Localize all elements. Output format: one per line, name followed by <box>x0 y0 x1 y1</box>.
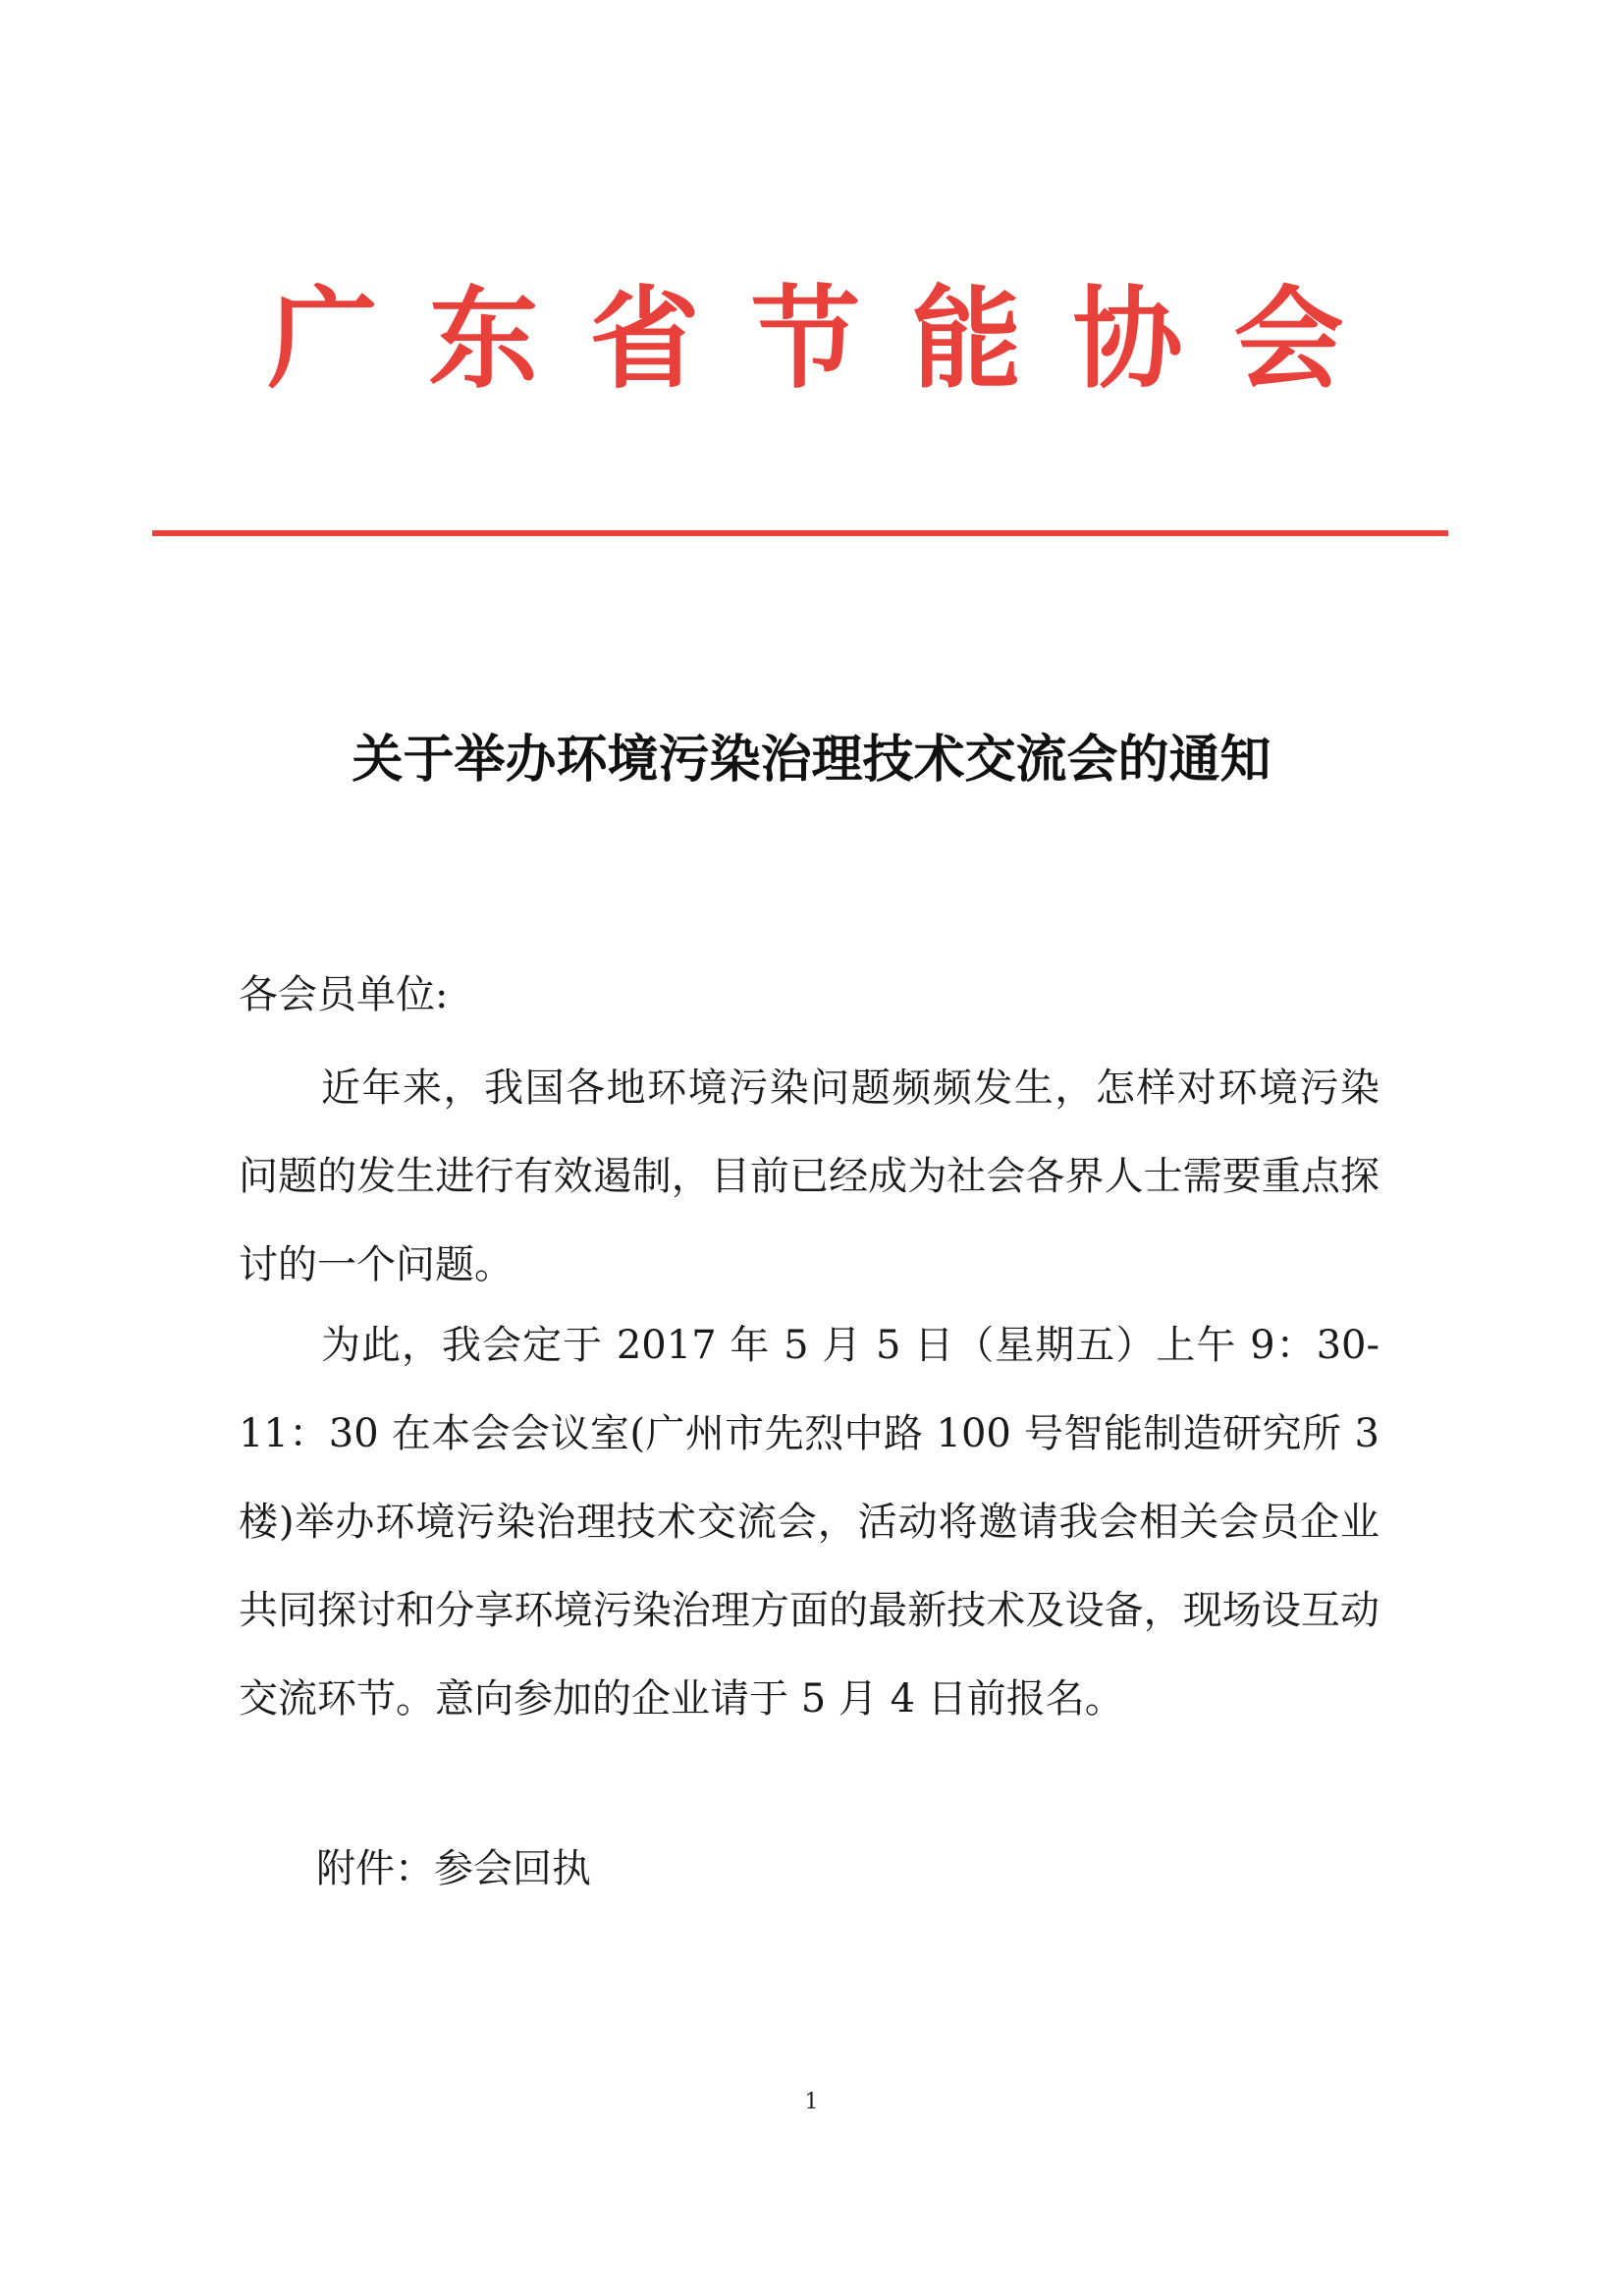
body-paragraph-1: 近年来，我国各地环境污染问题频频发生，怎样对环境污染问题的发生进行有效遏制，目前已经成为社会各界人士需要重点探讨的一个问题。 <box>239 1066 1380 1287</box>
organization-letterhead: 广东省节能协会 <box>267 276 1395 404</box>
page-number: 1 <box>804 2090 819 2114</box>
document-title: 关于举办环境污染治理技术交流会的通知 <box>352 731 1271 790</box>
letterhead-divider <box>152 530 1448 536</box>
attachment-note: 附件：参会回执 <box>316 1846 591 1891</box>
salutation: 各会员单位: <box>239 972 449 1017</box>
body-paragraph-2: 为此，我会定于 2017 年 5 月 5 日（星期五）上午 9：30-11：30 在本会会议室(广州市先烈中路 100 号智能制造研究所 3 楼)举办环境污染治理技术交流会，活动将邀请我会相关会员企业共同探讨和分享环境污染治理方面的最新技术及设备，现场设互动交流环节。意向参加的企业请于 5 月 4 日前报名。 <box>239 1323 1380 1722</box>
